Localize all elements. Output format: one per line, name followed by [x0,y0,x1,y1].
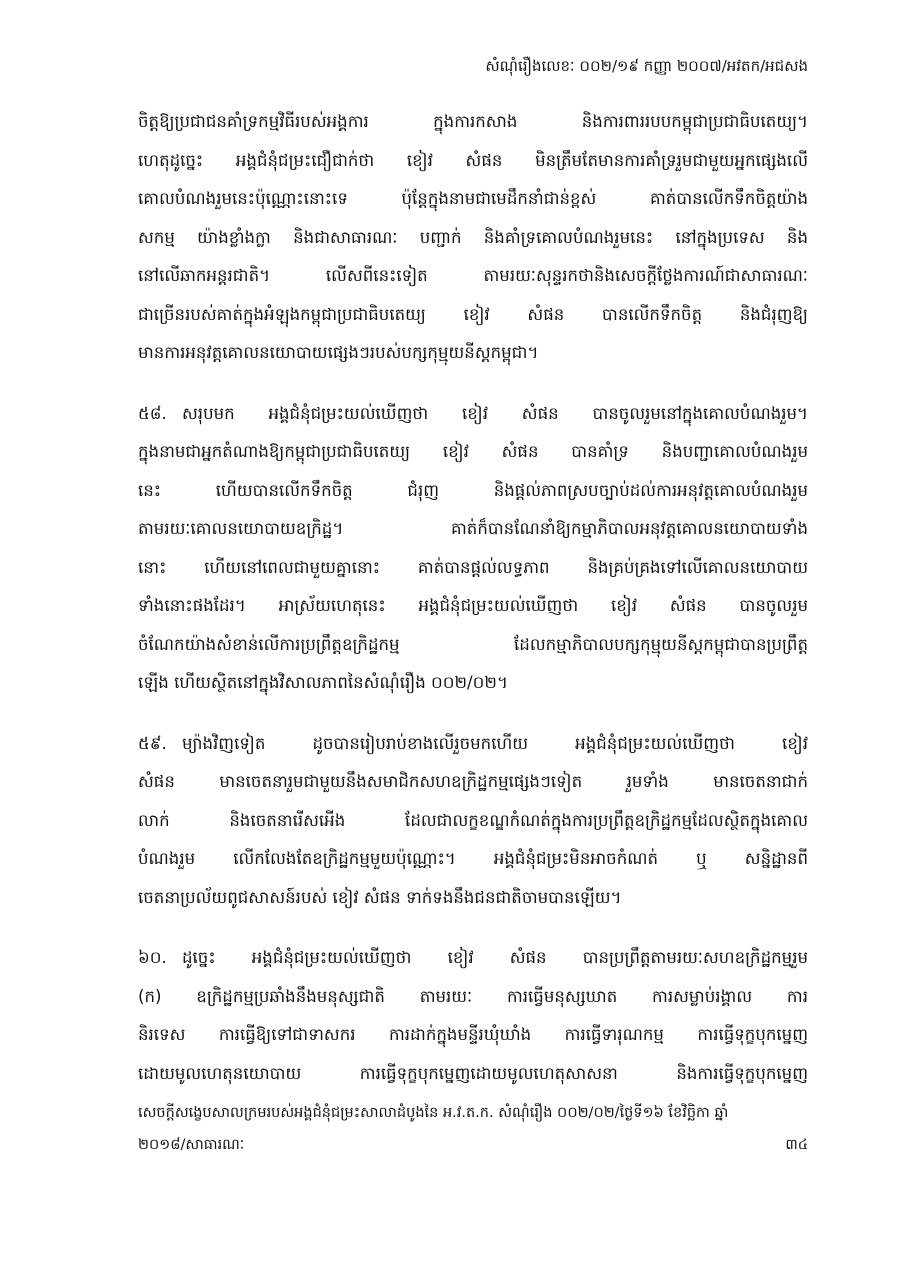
case-reference-header: សំណុំរឿងលេខៈ ០០២/១៩ កញ្ញា ២០០៧/អវតក/អជសង [485,57,808,75]
paragraph-58 [138,395,808,703]
text-line: ដោយមូលហេតុនយោបាយ ការធ្វើទុក្ខបុកម្នេញដោយមូលហេតុសាសនា និងការធ្វើទុក្ខបុកម្នេញ [138,1063,808,1083]
paragraph [138,103,808,373]
text-line: លាក់ និងចេតនារើសអើង ដែលជាលក្ខខណ្ឌកំណត់ក្នុងការប្រព្រឹត្តឧក្រិដ្ឋកម្មដែលស្ថិតក្នុងគោល [138,810,808,830]
text-line-content: ដូច្នេះ អង្គជំនុំជម្រះយល់ឃើញថា ខៀវ សំផន បានប្រព្រឹត្តតាមរយៈសហឧក្រិដ្ឋកម្មរួម [182,948,808,967]
text-line-content: សរុបមក អង្គជំនុំជម្រះយល់ឃើញថា ខៀវ សំផន បានចូលរួមនៅក្នុងគោលបំណងរួម។ [182,403,808,423]
text-line: ចិត្តឱ្យប្រជាជនគាំទ្រកម្មវិធីរបស់អង្គការ ក្នុងការកសាង និងការពាររបបកម្ពុជាប្រជាធិបតេយ្យ។ [138,112,808,131]
text-line: នោះ ហើយនៅពេលជាមួយគ្នានោះ គាត់បានផ្តល់លទ្ធភាព និងគ្រប់គ្រងទៅលើគោលនយោបាយ [138,557,808,577]
text-line: ហេតុដូច្នេះ អង្គជំនុំជម្រះជឿជាក់ថា ខៀវ សំផន មិនត្រឹមតែមានការគាំទ្ររួមជាមួយអ្នកផ្សេងលើ [138,150,808,170]
text-line: (ក) ឧក្រិដ្ឋកម្មប្រឆាំងនឹងមនុស្សជាតិ តាមរយៈ ការធ្វើមនុស្សឃាត ការសម្លាប់រង្គាល ការ [138,986,808,1006]
text-line: ចំណែកយ៉ាងសំខាន់លើការប្រព្រឹត្តឧក្រិដ្ឋកម្ម ដែលកម្មាភិបាលបក្សកុម្មុយនីស្តកម្ពុជាបានប្រព្រឹត្ត [138,634,808,654]
page-number: ៣៤ [785,1137,808,1153]
text-line [138,725,808,764]
text-line [138,395,808,434]
text-line: សំផន មានចេតនារួមជាមួយនឹងសមាជិកសហឧក្រិដ្ឋកម្មផ្សេងៗទៀត រួមទាំង មានចេតនាជាក់ [138,772,808,791]
text-line: និរទេស ការធ្វើឱ្យទៅជាទាសករ ការដាក់ក្នុងមន្ទីរឃុំឃាំង ការធ្វើទារុណកម្ម ការធ្វើទុក្ខបុកម្នេញ [138,1025,808,1044]
text-line: មានការអនុវត្តគោលនយោបាយផ្សេងៗរបស់បក្សកុម្មុយនីស្តកម្ពុជា។ [138,343,539,362]
text-line: ឡើង ហើយស្ថិតនៅក្នុងវិសាលភាពនៃសំណុំរឿង ០០២/០២។ [138,673,508,692]
text-line: នៅលើឆាកអន្តរជាតិ។ លើសពីនេះទៀត តាមរយៈសុន្ទរកថានិងសេចក្តីថ្លែងការណ៍ជាសាធារណៈ [138,266,808,285]
document-body [138,103,808,1093]
page-footer [138,1097,808,1161]
footer-row [138,1129,808,1161]
text-line: គោលបំណងរួមនេះប៉ុណ្ណោះនោះទេ ប៉ុន្តែក្នុងនាមជាមេដឹកនាំជាន់ខ្ពស់ គាត់បានលើកទឹកចិត្តយ៉ាង [138,189,808,208]
text-line [138,939,808,978]
paragraph-number: ៥៩. [138,733,167,753]
paragraph-59 [138,725,808,918]
text-line: នេះ ហើយបានលើកទឹកចិត្ត ជំរុញ និងផ្តល់ភាពស្របច្បាប់ដល់ការអនុវត្តគោលបំណងរួម [138,480,808,500]
paragraph-number: ៥៨. [138,403,167,423]
text-line: ទាំងនោះផងដែរ។ អាស្រ័យហេតុនេះ អង្គជំនុំជម្រះយល់ឃើញថា ខៀវ សំផន បានចូលរួម [138,596,808,615]
text-line: ចេតនាប្រល័យពូជសាសន៍របស់ ខៀវ សំផន ទាក់ទងនឹងជនជាតិចាមបានឡើយ។ [138,887,622,907]
paragraph-60 [138,939,808,1093]
footer-document-title: សេចក្តីសង្ខេបសាលក្រមរបស់អង្គជំនុំជម្រះសាលាដំបូងនៃ អ.វ.ត.ក. សំណុំរឿង ០០២/០២/ថ្ងៃទី១៦ ខែវិច្ឆិកា ឆ្នាំ [138,1105,729,1121]
paragraph-number: ៦០. [138,948,167,967]
text-line: ក្នុងនាមជាអ្នកតំណាងឱ្យកម្ពុជាប្រជាធិបតេយ្យ ខៀវ សំផន បានគាំទ្រ និងបញ្ជាគោលបំណងរួម [138,442,808,461]
footer-classification: ២០១៨/សាធារណៈ [138,1137,245,1153]
text-line: តាមរយៈគោលនយោបាយឧក្រិដ្ឋ។ គាត់ក៏បានណែនាំឱ្យកម្មាភិបាលអនុវត្តគោលនយោបាយទាំង [138,519,808,538]
text-line: ជាច្រើនរបស់គាត់ក្នុងអំឡុងកម្ពុជាប្រជាធិបតេយ្យ ខៀវ សំផន បានលើកទឹកចិត្ត និងជំរុញឱ្យ [138,304,808,324]
text-line-content: ម្យ៉ាងវិញទៀត ដូចបានរៀបរាប់ខាងលើរួចមកហើយ អង្គជំនុំជម្រះយល់ឃើញថា ខៀវ [182,733,808,753]
text-line: បំណងរួម លើកលែងតែឧក្រិដ្ឋកម្មមួយប៉ុណ្ណោះ។ អង្គជំនុំជម្រះមិនអាចកំណត់ ឬ សន្និដ្ឋានពី [138,849,808,868]
text-line: សកម្ម យ៉ាងខ្លាំងក្លា និងជាសាធារណៈ បញ្ជាក់ និងគាំទ្រគោលបំណងរួមនេះ នៅក្នុងប្រទេស និង [138,227,808,247]
